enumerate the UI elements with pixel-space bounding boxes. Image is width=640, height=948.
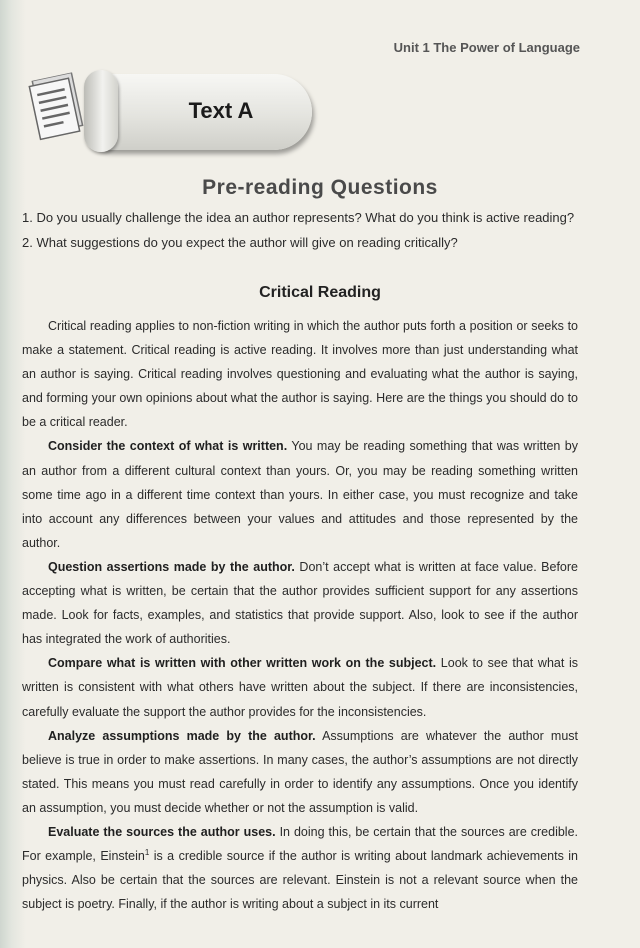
point-paragraph [22,724,578,820]
intro-paragraph: Critical reading applies to non-fiction writing in which the author puts forth a position or seeks to make a statement. Critical reading is active reading. It involves more than just understanding what an author is saying. Critical reading involves questioning and evaluating what the author is saying, and forming your own opinions about what the author is saying. Here are the things you should do to be a critical reader. [22,319,578,430]
point-text: Assumptions are whatever the author must believe is true in order to make assertions. In many cases, the author’s assumptions are not directly stated. This means you must read carefully in order to identify any assumptions. Once you identify an assumption, you must decide whether or not the assumption is valid. [22,728,578,815]
footnote-marker[interactable]: 1 [144,847,150,857]
point-lead: Evaluate the sources the author uses. [48,824,276,839]
pre-reading-question-2: 2. What suggestions do you expect the author will give on reading critically? [22,235,458,250]
article-title: Critical Reading [259,284,381,301]
point-text: In doing this, be certain that the sources are credible. For example, Einstein [22,824,578,864]
point-lead: Compare what is written with other written work on the subject. [48,656,437,671]
point-lead: Question assertions made by the author. [48,559,295,574]
pre-reading-heading: Pre-reading Questions [202,176,438,199]
point-text: You may be reading something that was written by an author from a different cultural context than yours. Or, you may be reading something written some time ago in a different time context than yours. In either case, you must recognize and take into account any differences between your values and attitudes and those represented by the author. [22,439,578,550]
article-body [22,314,578,916]
point-lead: Analyze assumptions made by the author. [48,728,316,743]
point-paragraph [22,820,578,916]
pre-reading-question-1: 1. Do you usually challenge the idea an author represents? What do you think is active reading? [22,210,575,225]
document-stack-icon [26,71,89,141]
text-title: Text A [188,98,254,123]
point-text: Don’t accept what is written at face value. Before accepting what is written, be certain that the author provides sufficient support for any assertions made. Look for facts, examples, and statistics that provide support. Also, look to see if the author has integrated the work of authorities. [22,559,579,647]
text-banner [32,70,322,160]
point-paragraph [22,555,578,651]
point-paragraph [22,651,578,723]
point-text: is a credible source if the author is writing about landmark achievements in physics. Also be certain that the sources are relevant. Einstein is not a relevant source when the subject is poetry. Finally, if the author is writing about a subject in its current [22,849,579,912]
scroll-curl [84,70,118,152]
point-text: Look to see that what is written is consistent with what others have written about the subject. If there are inconsistencies, carefully evaluate the support the author provides for the inconsistencies. [22,656,578,719]
point-lead: Consider the context of what is written. [48,439,288,454]
point-paragraph [22,434,578,554]
unit-header: Unit 1 The Power of Language [393,40,580,55]
